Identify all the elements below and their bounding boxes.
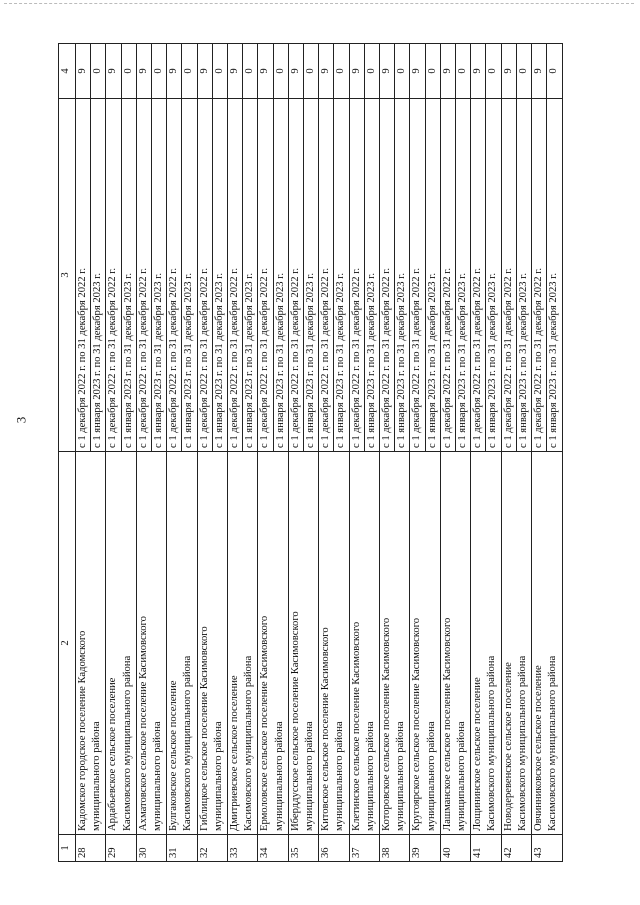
value-cell: 9 (167, 44, 182, 99)
period-cell: с 1 декабря 2022 г. по 31 декабря 2022 г. (410, 99, 425, 452)
table-row (532, 44, 547, 862)
period-cell: с 1 января 2023 г. по 31 декабря 2023 г. (334, 99, 349, 452)
column-header: 2 (59, 452, 76, 835)
settlement-name-line: Касимовского муниципального района (121, 655, 133, 831)
value-cell: 9 (258, 44, 273, 99)
value-cell: 0 (486, 44, 501, 99)
settlement-name-line: Касимовского муниципального района (243, 655, 255, 831)
table-row (228, 44, 243, 862)
value-cell: 0 (516, 44, 531, 99)
value-cell: 0 (456, 44, 471, 99)
value-cell: 0 (304, 44, 319, 99)
settlement-name-line: Клетинское сельское поселение Касимовского (350, 621, 362, 831)
value-cell: 0 (212, 44, 227, 99)
table-row (76, 44, 91, 862)
value-cell: 0 (182, 44, 197, 99)
table-row (380, 44, 395, 862)
row-number: 38 (380, 835, 410, 862)
period-cell: с 1 января 2023 г. по 31 декабря 2023 г. (212, 99, 227, 452)
period-cell: с 1 января 2023 г. по 31 декабря 2023 г. (152, 99, 167, 452)
period-cell: с 1 декабря 2022 г. по 31 декабря 2022 г. (288, 99, 303, 452)
settlement-name-line: Касимовского муниципального района (182, 655, 194, 831)
table-row (410, 44, 425, 862)
value-cell: 9 (501, 44, 516, 99)
settlement-name-line: муниципального района (334, 721, 346, 831)
settlement-name (501, 452, 531, 835)
table-row (440, 44, 455, 862)
column-header: 1 (59, 835, 76, 862)
settlement-name (532, 452, 562, 835)
period-cell: с 1 января 2023 г. по 31 декабря 2023 г. (425, 99, 440, 452)
row-number: 37 (349, 835, 379, 862)
settlement-name (319, 452, 349, 835)
period-cell: с 1 декабря 2022 г. по 31 декабря 2022 г. (471, 99, 486, 452)
row-number: 33 (228, 835, 258, 862)
table-row (288, 44, 303, 862)
period-cell: с 1 января 2023 г. по 31 декабря 2023 г. (121, 99, 136, 452)
settlement-name (410, 452, 440, 835)
table-row (471, 44, 486, 862)
settlement-name (136, 452, 166, 835)
period-cell: с 1 декабря 2022 г. по 31 декабря 2022 г. (319, 99, 334, 452)
period-cell: с 1 декабря 2022 г. по 31 декабря 2022 г. (440, 99, 455, 452)
value-cell: 9 (288, 44, 303, 99)
value-cell: 9 (136, 44, 151, 99)
period-cell: с 1 декабря 2022 г. по 31 декабря 2022 г. (136, 99, 151, 452)
value-cell: 9 (471, 44, 486, 99)
value-cell: 0 (152, 44, 167, 99)
settlement-name-line: муниципального района (152, 721, 164, 831)
settlement-name (349, 452, 379, 835)
period-cell: с 1 января 2023 г. по 31 декабря 2023 г. (486, 99, 501, 452)
row-number: 29 (106, 835, 136, 862)
period-cell: с 1 декабря 2022 г. по 31 декабря 2022 г. (106, 99, 121, 452)
value-cell: 9 (440, 44, 455, 99)
value-cell: 9 (349, 44, 364, 99)
value-cell: 9 (410, 44, 425, 99)
settlement-name (167, 452, 197, 835)
settlement-name (76, 452, 106, 835)
table-row (349, 44, 364, 862)
period-cell: с 1 января 2023 г. по 31 декабря 2023 г. (304, 99, 319, 452)
value-cell: 9 (319, 44, 334, 99)
period-cell: с 1 декабря 2022 г. по 31 декабря 2022 г. (380, 99, 395, 452)
rotated-table-container (58, 52, 584, 862)
table-row (106, 44, 121, 862)
settlement-name-line: Касимовского муниципального района (486, 655, 498, 831)
settlement-name (471, 452, 501, 835)
table-row (319, 44, 334, 862)
period-cell: с 1 декабря 2022 г. по 31 декабря 2022 г. (349, 99, 364, 452)
row-number: 40 (440, 835, 470, 862)
row-number: 43 (532, 835, 562, 862)
row-number: 36 (319, 835, 349, 862)
period-cell: с 1 декабря 2022 г. по 31 декабря 2022 г. (532, 99, 547, 452)
settlement-name-line: Ермоловское сельское поселение Касимовского (259, 615, 271, 831)
row-number: 31 (167, 835, 197, 862)
table-row (197, 44, 212, 862)
period-cell: с 1 января 2023 г. по 31 декабря 2023 г. (364, 99, 379, 452)
settlement-name-line: Касимовского муниципального района (547, 655, 559, 831)
row-number: 35 (288, 835, 318, 862)
row-number: 41 (471, 835, 501, 862)
period-cell: с 1 декабря 2022 г. по 31 декабря 2022 г. (258, 99, 273, 452)
settlement-name-line: муниципального района (395, 721, 407, 831)
settlement-name-line: Касимовского муниципального района (516, 655, 528, 831)
period-cell: с 1 января 2023 г. по 31 декабря 2023 г. (91, 99, 106, 452)
settlement-name-line: муниципального района (425, 721, 437, 831)
value-cell: 0 (121, 44, 136, 99)
table-row (167, 44, 182, 862)
value-cell: 0 (547, 44, 562, 99)
settlement-name-line: Овчинниковское сельское поселение (533, 665, 545, 831)
value-cell: 0 (364, 44, 379, 99)
settlement-name-line: Лощининское сельское поселение (472, 677, 484, 831)
settlement-name-line: Иберддусское сельское поселение Касимовского (289, 611, 301, 831)
period-cell: с 1 декабря 2022 г. по 31 декабря 2022 г. (228, 99, 243, 452)
settlement-name-line: Ахматовское сельское поселение Касимовского (137, 616, 149, 831)
period-cell: с 1 января 2023 г. по 31 декабря 2023 г. (547, 99, 562, 452)
column-header: 4 (59, 44, 76, 99)
period-cell: с 1 января 2023 г. по 31 декабря 2023 г. (395, 99, 410, 452)
settlement-name-line: Булгаковское сельское поселение (168, 680, 180, 831)
settlement-name-line: Которовское сельское поселение Касимовского (381, 617, 393, 831)
settlement-name-line: Гиблицкое сельское поселение Касимовского (198, 626, 210, 831)
table-row (501, 44, 516, 862)
page-number: 3 (13, 416, 29, 424)
settlement-name-line: Китовское сельское поселение Касимовского (320, 627, 332, 831)
period-cell: с 1 января 2023 г. по 31 декабря 2023 г. (456, 99, 471, 452)
value-cell: 9 (106, 44, 121, 99)
settlement-name-line: Кадомское городское поселение Кадомского (77, 630, 88, 831)
settlement-name-line: муниципального района (456, 721, 468, 831)
row-number: 42 (501, 835, 531, 862)
settlement-name-line: Дмитриевское сельское поселение (229, 675, 241, 831)
settlement-name-line: муниципального района (273, 721, 285, 831)
settlement-name (106, 452, 136, 835)
value-cell: 0 (243, 44, 258, 99)
settlement-name-line: Ардабьевское сельское поселение (107, 677, 119, 831)
settlement-name-line: Лашманское сельское поселение Касимовского (441, 617, 453, 831)
settlement-name (228, 452, 258, 835)
row-number: 32 (197, 835, 227, 862)
period-cell: с 1 января 2023 г. по 31 декабря 2023 г. (516, 99, 531, 452)
settlement-name (440, 452, 470, 835)
period-cell: с 1 декабря 2022 г. по 31 декабря 2022 г. (501, 99, 516, 452)
value-cell: 0 (334, 44, 349, 99)
period-cell: с 1 января 2023 г. по 31 декабря 2023 г. (182, 99, 197, 452)
row-number: 30 (136, 835, 166, 862)
value-cell: 0 (273, 44, 288, 99)
table-row (136, 44, 151, 862)
settlement-name-line: муниципального района (364, 721, 376, 831)
settlement-name (380, 452, 410, 835)
settlement-name (258, 452, 288, 835)
value-cell: 9 (380, 44, 395, 99)
value-cell: 9 (532, 44, 547, 99)
period-cell: с 1 декабря 2022 г. по 31 декабря 2022 г. (197, 99, 212, 452)
period-cell: с 1 декабря 2022 г. по 31 декабря 2022 г. (167, 99, 182, 452)
value-cell: 0 (395, 44, 410, 99)
settlement-name (197, 452, 227, 835)
value-cell: 9 (197, 44, 212, 99)
row-number: 34 (258, 835, 288, 862)
period-cell: с 1 января 2023 г. по 31 декабря 2023 г. (273, 99, 288, 452)
period-cell: с 1 января 2023 г. по 31 декабря 2023 г. (243, 99, 258, 452)
column-header: 3 (59, 99, 76, 452)
settlement-name-line: муниципального района (91, 721, 103, 831)
table-row (258, 44, 273, 862)
period-cell: с 1 декабря 2022 г. по 31 декабря 2022 г. (76, 99, 91, 452)
row-number: 28 (76, 835, 106, 862)
table-header-row (59, 44, 76, 862)
scan-edge-line (4, 3, 634, 5)
settlement-name-line: муниципального района (212, 721, 224, 831)
value-cell: 0 (91, 44, 106, 99)
settlement-name-line: муниципального района (304, 721, 316, 831)
value-cell: 9 (228, 44, 243, 99)
settlement-name-line: Кругоярское сельское поселение Касимовского (411, 617, 423, 831)
row-number: 39 (410, 835, 440, 862)
data-table (58, 43, 563, 862)
value-cell: 0 (425, 44, 440, 99)
settlement-name (288, 452, 318, 835)
value-cell: 9 (76, 44, 91, 99)
settlement-name-line: Новодеревенское сельское поселение (502, 662, 514, 831)
